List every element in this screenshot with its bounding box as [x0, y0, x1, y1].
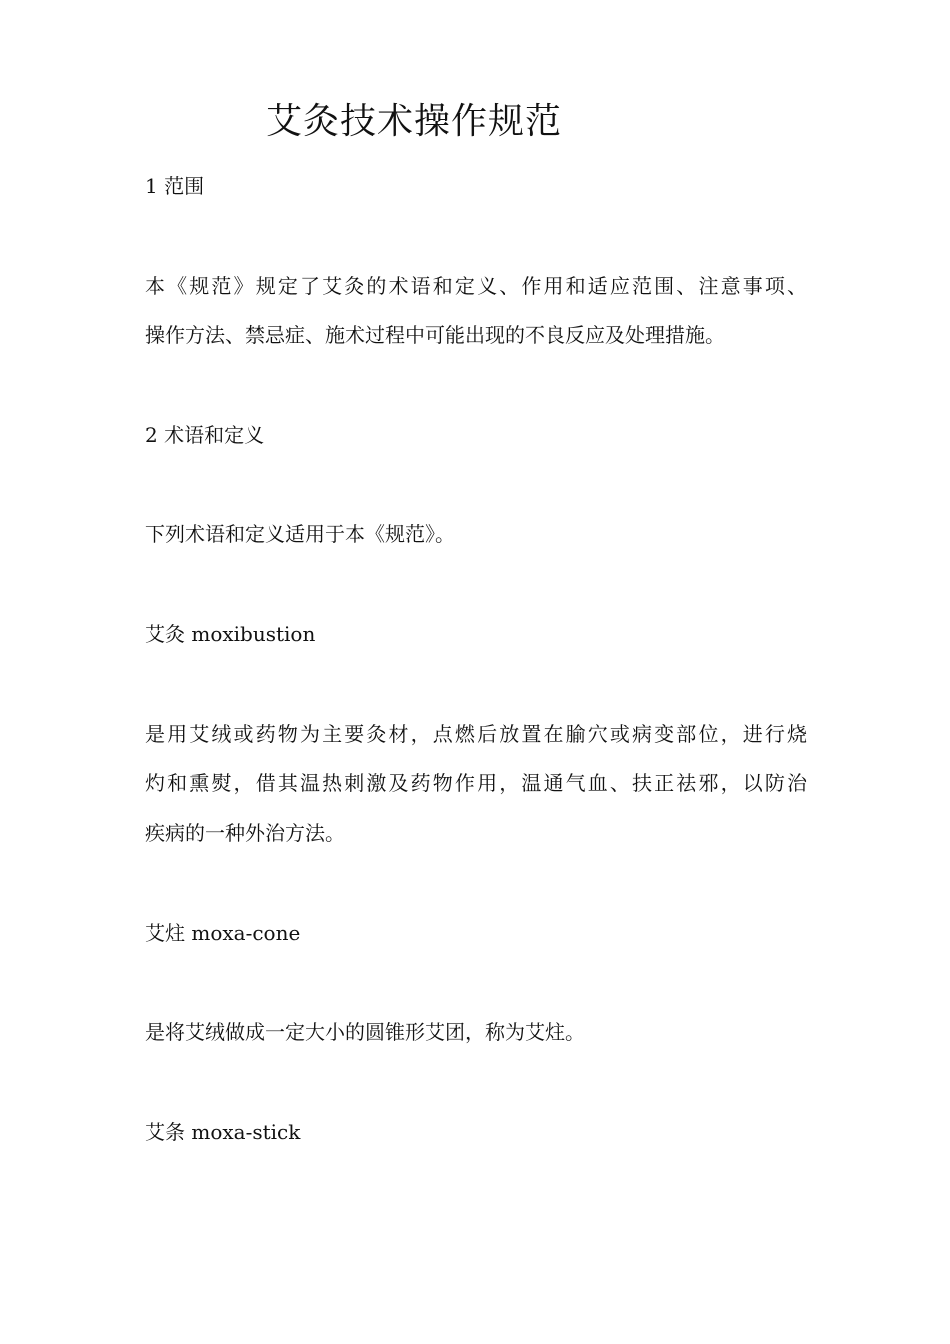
definition-moxibustion-line-3: 疾病的一种外治方法。: [145, 821, 345, 845]
section-1-paragraph-line-1: 本《规范》规定了艾灸的术语和定义、作用和适应范围、注意事项、: [145, 274, 807, 298]
term-moxibustion: 艾灸 moxibustion: [145, 622, 316, 646]
definition-moxibustion-line-1: 是用艾绒或药物为主要灸材，点燃后放置在腧穴或病变部位，进行烧: [145, 722, 807, 746]
term-moxa-stick: 艾条 moxa-stick: [145, 1120, 301, 1144]
document-title: 艾灸技术操作规范: [266, 101, 563, 142]
term-moxa-cone: 艾炷 moxa-cone: [145, 921, 301, 945]
section-1-paragraph-line-2: 操作方法、禁忌症、施术过程中可能出现的不良反应及处理措施。: [145, 323, 725, 347]
section-1-heading: 1 范围: [145, 174, 205, 198]
section-2-heading: 2 术语和定义: [145, 423, 265, 447]
section-2-intro: 下列术语和定义适用于本《规范》。: [145, 522, 455, 546]
definition-moxibustion-line-2: 灼和熏熨，借其温热刺激及药物作用，温通气血、扶正祛邪，以防治: [145, 771, 807, 795]
definition-moxa-cone: 是将艾绒做成一定大小的圆锥形艾团，称为艾炷。: [145, 1020, 585, 1044]
